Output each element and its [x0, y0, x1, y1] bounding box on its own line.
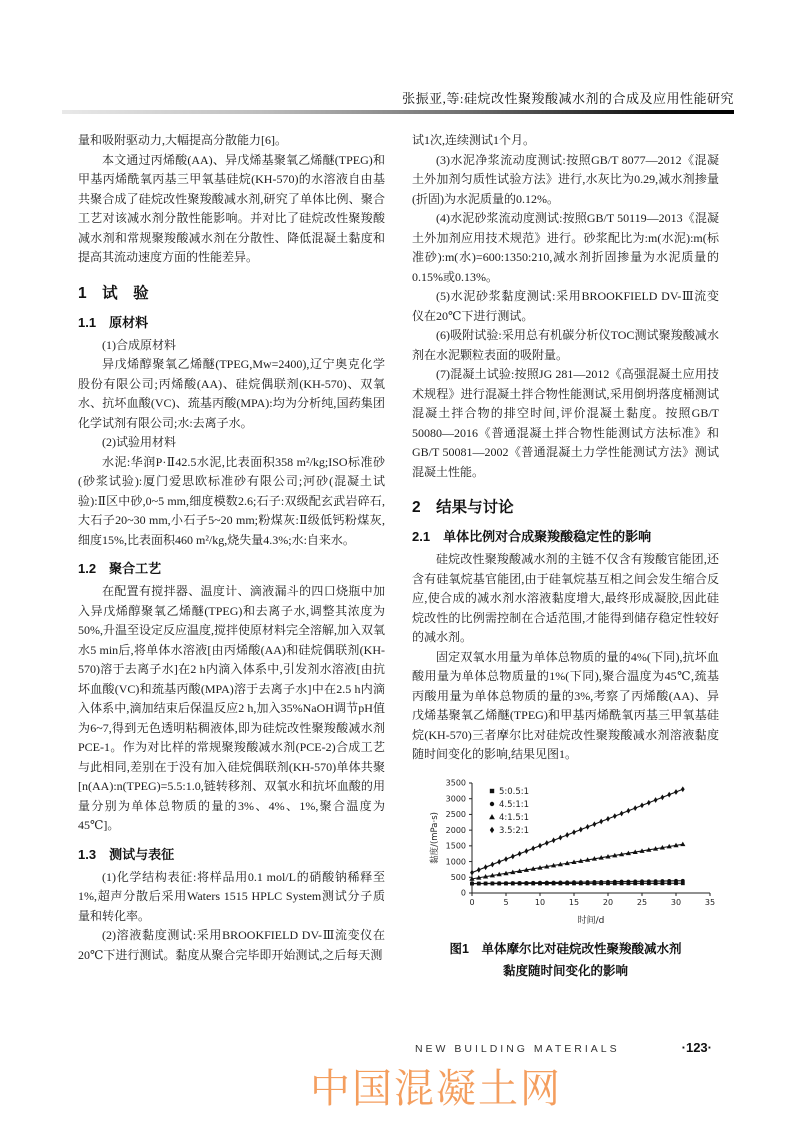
svg-text:15: 15	[568, 897, 580, 907]
right-column	[412, 131, 719, 982]
svg-text:5:0.5:1: 5:0.5:1	[499, 786, 530, 797]
paragraph-test-1: (1)化学结构表征:将样品用0.1 mol/L的硝酸钠稀释至1%,超声分散后采用Waters 1515 HPLC System测试分子质量和转化率。	[78, 869, 385, 923]
figure-1-caption-line1: 图1 单体摩尔比对硅烷改性聚羧酸减水剂	[449, 941, 682, 956]
svg-text:4.5:1:1: 4.5:1:1	[499, 799, 530, 810]
svg-text:4:1.5:1: 4:1.5:1	[499, 812, 530, 823]
svg-text:35: 35	[704, 897, 716, 907]
paragraph-test-5: (5)水泥砂浆黏度测试:采用BROOKFIELD DV-Ⅲ流变仪在20℃下进行测试。	[412, 289, 719, 323]
section-1-3-heading: 1.3 测试与表征	[78, 846, 175, 862]
svg-text:2000: 2000	[445, 825, 466, 835]
paragraph-test-2-continuation: 试1次,连续测试1个月。	[412, 133, 536, 147]
svg-text:0: 0	[460, 888, 466, 898]
header-divider-rule	[62, 110, 734, 114]
svg-text:10: 10	[534, 897, 546, 907]
paragraph-monomer-2: 固定双氧水用量为单体总物质的量的4%(下同),抗坏血酸用量为单体总物质量的1%(下同),聚合温度为45℃,巯基丙酸用量为单体总物质的量的3%,考察了丙烯酸(AA)、异戊烯基聚氧乙烯醚(TPEG)和甲基丙烯酰氧丙基三甲氧基硅烷(KH-570)三者摩尔比对硅烷改性聚羧酸减水剂溶液黏度随时间变化的影响,结果见图1。	[412, 649, 719, 761]
watermark: 中国混凝土网	[310, 1067, 562, 1111]
section-1-2-heading: 1.2 聚合工艺	[78, 561, 162, 576]
page-footer	[415, 1040, 712, 1055]
running-head: 张振亚,等:硅烷改性聚羧酸减水剂的合成及应用性能研究	[402, 91, 734, 106]
paragraph-materials-2-title: (2)试验用材料	[102, 435, 176, 449]
left-column	[78, 131, 385, 982]
article-body	[78, 131, 719, 982]
paragraph-test-6: (6)吸附试验:采用总有机碳分析仪TOC测试聚羧酸减水剂在水泥颗粒表面的吸附量。	[412, 328, 719, 362]
paragraph-test-7: (7)混凝土试验:按照JG 281—2012《高强混凝土应用技术规程》进行混凝土拌合物性能测试,采用倒坍落度桶测试混凝土拌合物的排空时间,评价混凝土黏度。按照GB/T 50080—2016《普通混凝土拌合物性能测试方法标准》和GB/T 50081—2002《普通混凝土力学性能测试方法》测试混凝土性能。	[412, 367, 719, 479]
section-1-heading: 1 试 验	[78, 284, 149, 302]
viscosity-line-chart	[426, 775, 719, 932]
section-1-1-heading: 1.1 原材料	[78, 314, 149, 330]
paragraph-materials-2: 水泥:华润P·Ⅱ42.5水泥,比表面积358 m²/kg;ISO标准砂(砂浆试验):厦门爱思欧标准砂有限公司;河砂(混凝土试验):Ⅱ区中砂,0~5 mm,细度模数2.6;石子:双级配玄武岩碎石,大石子20~30 mm,小石子5~20 mm;粉煤灰:Ⅱ级低钙粉煤灰,细度15%,比表面积460 m²/kg,烧失量4.3%;水:自来水。	[78, 454, 385, 547]
svg-text:25: 25	[636, 897, 648, 907]
svg-text:时间/d: 时间/d	[577, 915, 605, 926]
svg-text:5: 5	[503, 897, 509, 907]
paragraph-test-2: (2)溶液黏度测试:采用BROOKFIELD DV-Ⅲ流变仪在20℃下进行测试。黏度从聚合完毕即开始测试,之后每天测	[78, 928, 385, 962]
paragraph-process: 在配置有搅拌器、温度计、滴液漏斗的四口烧瓶中加入异戊烯醇聚氧乙烯醚(TPEG)和去离子水,调整其浓度为50%,升温至设定反应温度,搅拌使原材料完全溶解,加入双氧水5 min后,将单体水溶液[由丙烯酸(AA)和硅烷偶联剂(KH-570)溶于去离子水]在2 h内滴入体系中,引发剂水溶液[由抗坏血酸(VC)和巯基丙酸(MPA)溶于去离子水]中在2.5 h内滴入体系中,滴加结束后保温反应2 h,加入35%NaOH调节pH值为6~7,得到无色透明粘稠液体,即为硅烷改性聚羧酸减水剂PCE-1。作为对比样的常规聚羧酸减水剂(PCE-2)合成工艺与此相同,差别在于没有加入硅烷偶联剂(KH-570)单体共聚[n(AA):n(TPEG)=5.5:1.0,链转移剂、双氧水和抗坏血酸的用量分别为单体总物质的量的3%、4%、1%,聚合温度为45℃]。	[78, 584, 385, 832]
svg-text:500: 500	[450, 872, 466, 882]
journal-name: NEW BUILDING MATERIALS	[414, 1043, 620, 1055]
svg-text:30: 30	[670, 897, 682, 907]
svg-text:3.5:2:1: 3.5:2:1	[499, 825, 530, 836]
svg-text:0: 0	[469, 897, 475, 907]
paragraph-test-4: (4)水泥砂浆流动度测试:按照GB/T 50119—2013《混凝土外加剂应用技术规范》进行。砂浆配比为:m(水泥):m(标准砂):m(水)=600:1350:210,减水剂折固掺量为水泥质量的0.15%或0.13%。	[412, 211, 719, 284]
svg-text:2500: 2500	[445, 809, 466, 819]
figure-1	[412, 775, 719, 982]
section-2-1-heading: 2.1 单体比例对合成聚羧酸稳定性的影响	[412, 529, 652, 544]
chart-canvas	[426, 775, 726, 927]
figure-1-caption-line2: 黏度随时间变化的影响	[502, 963, 628, 978]
svg-text:1000: 1000	[445, 856, 466, 866]
figure-1-caption	[412, 938, 719, 982]
section-2-heading: 2 结果与讨论	[412, 499, 514, 516]
svg-text:1500: 1500	[445, 841, 466, 851]
paragraph-monomer-1: 硅烷改性聚羧酸减水剂的主链不仅含有羧酸官能团,还含有硅氧烷基官能团,由于硅氧烷基互相之间会发生缩合反应,使合成的减水剂水溶液黏度增大,最终形成凝胶,因此硅烷改性的比例需控制在合适范围,才能得到储存稳定性较好的减水剂。	[412, 552, 719, 644]
paragraph-intro: 本文通过丙烯酸(AA)、异戊烯基聚氧乙烯醚(TPEG)和甲基丙烯酰氧丙基三甲氧基硅烷(KH-570)的水溶液自由基共聚合成了硅烷改性聚羧酸减水剂,研究了单体比例、聚合工艺对该减水剂分散性能影响。并对比了硅烷改性聚羧酸减水剂和常规聚羧酸减水剂在分散性、降低混凝土黏度和提高其流动速度方面的性能差异。	[78, 152, 385, 264]
svg-text:3000: 3000	[445, 793, 466, 803]
svg-text:3500: 3500	[445, 778, 466, 788]
paragraph-test-3: (3)水泥净浆流动度测试:按照GB/T 8077—2012《混凝土外加剂匀质性试验方法》进行,水灰比为0.29,减水剂掺量(折固)为水泥质量的0.12%。	[412, 152, 719, 206]
svg-text:黏度/(mPa·s): 黏度/(mPa·s)	[430, 811, 440, 864]
svg-text:20: 20	[602, 897, 614, 907]
paragraph-intro-continuation: 量和吸附驱动力,大幅提高分散能力[6]。	[78, 133, 287, 147]
paragraph-materials-1: 异戊烯醇聚氧乙烯醚(TPEG,Mw=2400),辽宁奥克化学股份有限公司;丙烯酸(AA)、硅烷偶联剂(KH-570)、双氧水、抗坏血酸(VC)、巯基丙酸(MPA):均为分析纯,国药集团化学试剂有限公司;水:去离子水。	[78, 357, 385, 430]
page-number: ·123·	[681, 1040, 712, 1055]
paragraph-materials-1-title: (1)合成原材料	[102, 337, 176, 352]
